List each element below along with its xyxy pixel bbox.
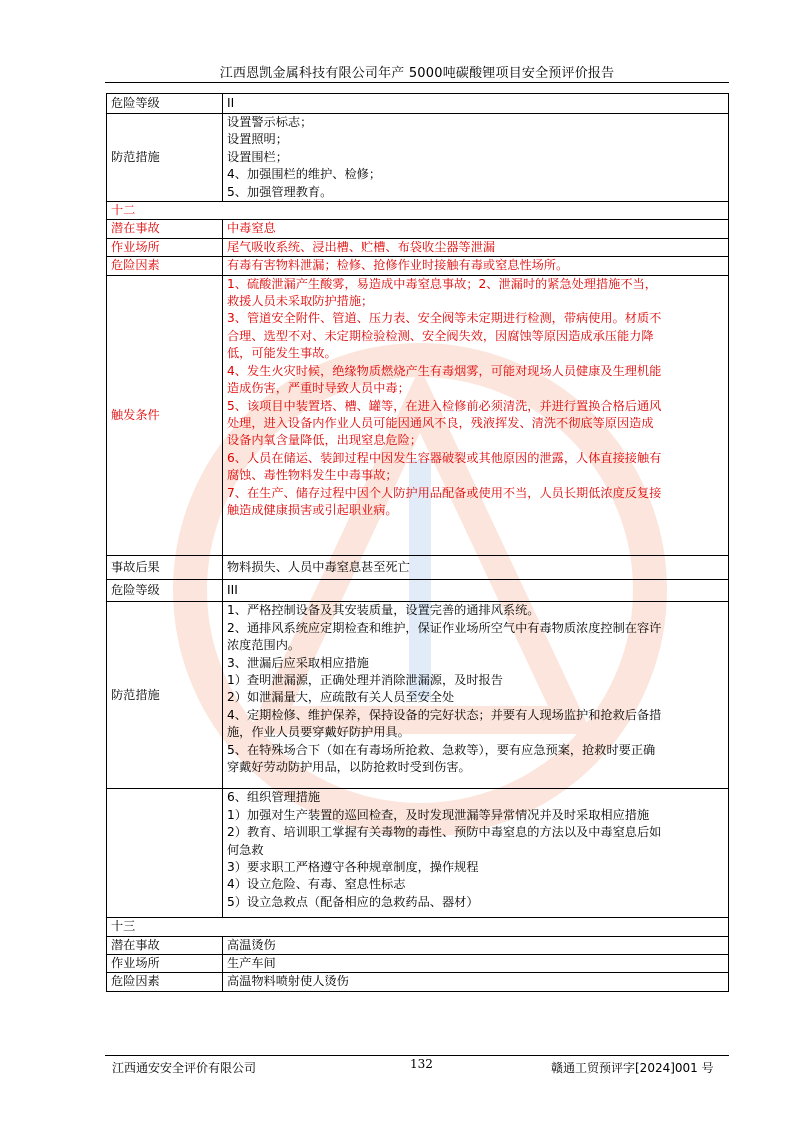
risk-row: [107, 275, 729, 556]
content-line: 6、组织管理措施: [227, 790, 321, 805]
footer-company: 江西通安安全评价有限公司: [112, 1061, 257, 1075]
content-line: 设备内氧含量降低，出现窒息危险；: [227, 433, 422, 448]
content-line: III: [227, 583, 238, 598]
row-content: [223, 973, 729, 991]
content-line: 尾气吸收系统、浸出槽、贮槽、布袋收尘器等泄漏: [227, 239, 496, 254]
risk-row: [107, 973, 729, 991]
row-content: [223, 114, 729, 202]
risk-row: [107, 94, 729, 114]
content-line: 5、该项目中装置塔、槽、罐等，在进入检修前必须清洗，并进行置换合格后通风: [227, 398, 662, 413]
row-label: 作业场所: [107, 238, 223, 256]
row-label: 危险因素: [107, 973, 223, 991]
risk-row: [107, 602, 729, 789]
content-line: 6、人员在储运、装卸过程中因发生容器破裂或其他原因的泄露，人体直接接触有: [227, 450, 662, 465]
content-line: 1、硫酸泄漏产生酸雾，易造成中毒窒息事故；2、泄漏时的紧急处理措施不当，: [227, 276, 657, 291]
content-line: 浓度范围内。: [227, 638, 301, 653]
row-label: 潜在事故: [107, 220, 223, 238]
content-line: 高温物料喷射使人烫伤: [227, 974, 349, 989]
content-line: 设置围栏；: [227, 149, 288, 164]
content-line: 2）如泄漏量大，应疏散有关人员至安全处: [227, 690, 455, 705]
content-line: 设置照明；: [227, 132, 288, 147]
row-content: [223, 556, 729, 580]
content-line: 高温烫伤: [227, 937, 276, 952]
risk-row: [107, 114, 729, 202]
content-line: 合理、选型不对、未定期检验检测、安全阀失效，因腐蚀等原因造成承压能力降: [227, 328, 654, 343]
risk-row: [107, 936, 729, 954]
row-content: [223, 602, 729, 789]
content-line: 4、发生火灾时候，绝缘物质燃烧产生有毒烟雾，可能对现场人员健康及生理机能: [227, 363, 662, 378]
footer-doc-number: 赣通工贸预评字[2024]001 号: [551, 1061, 714, 1075]
content-line: 7、在生产、储存过程中因个人防护用品配备或使用不当，人员长期低浓度反复接: [227, 485, 662, 500]
risk-table: [106, 93, 729, 992]
header-rule: [105, 82, 729, 83]
content-line: 造成伤害，严重时导致人员中毒；: [227, 381, 410, 396]
page-number: 132: [410, 1057, 433, 1071]
content-line: 救援人员未采取防护措施；: [227, 294, 374, 309]
content-line: 5、在特殊场合下（如在有毒场所抢救、急救等），要有应急预案，抢救时要正确: [227, 742, 656, 757]
content-line: 1、严格控制设备及其安装质量，设置完善的通排风系统。: [227, 603, 540, 618]
content-line: 低，可能发生事故。: [227, 346, 337, 361]
section-title: 十三: [107, 918, 729, 936]
content-line: 1）加强对生产装置的巡回检查，及时发现泄漏等异常情况并及时采取相应措施: [227, 807, 650, 822]
content-line: 中毒窒息: [227, 221, 276, 236]
row-label: 触发条件: [107, 275, 223, 556]
row-content: [223, 275, 729, 556]
content-line: 生产车间: [227, 956, 276, 971]
row-content: [223, 580, 729, 602]
content-line: 2、通排风系统应定期检查和维护，保证作业场所空气中有毒物质浓度控制在容许: [227, 620, 662, 635]
content-line: 处理，进入设备内作业人员可能因通风不良，残液挥发、清洗不彻底等原因造成: [227, 415, 654, 430]
row-content: [223, 789, 729, 918]
content-line: 穿戴好劳动防护用品，以防抢救时受到伤害。: [227, 760, 471, 774]
risk-row: [107, 238, 729, 256]
row-content: [223, 238, 729, 256]
row-label: 潜在事故: [107, 936, 223, 954]
content-line: 3、管道安全附件、管道、压力表、安全阀等未定期进行检测，带病使用。材质不: [227, 311, 662, 326]
content-line: II: [227, 95, 235, 110]
content-line: 5、加强管理教育。: [227, 184, 333, 199]
content-line: 有毒有害物料泄漏；检修、抢修作业时接触有毒或窒息性场所。: [227, 258, 569, 273]
section-heading-12: [107, 202, 729, 220]
section-title: 十二: [107, 202, 729, 220]
risk-row: [107, 955, 729, 973]
content-line: 何急救: [227, 842, 264, 857]
content-line: 3、泄漏后应采取相应措施: [227, 655, 369, 670]
row-content: [223, 257, 729, 275]
risk-row: [107, 220, 729, 238]
content-line: 4、定期检修、维护保养，保持设备的完好状态；并要有人现场监护和抢救后备措: [227, 707, 662, 722]
row-content: [223, 220, 729, 238]
content-line: 腐蚀、毒性物料发生中毒事故；: [227, 468, 398, 483]
content-line: 4、加强围栏的维护、检修；: [227, 167, 382, 182]
footer-rule: [105, 1055, 729, 1056]
content-line: 3）要求职工严格遵守各种规章制度，操作规程: [227, 860, 479, 875]
content-line: 设置警示标志；: [227, 115, 313, 129]
risk-row: [107, 580, 729, 602]
section-heading-13: [107, 918, 729, 936]
content-line: 施，作业人员要穿戴好防护用具。: [227, 725, 410, 740]
row-label: [107, 789, 223, 918]
content-line: 物料损失、人员中毒窒息甚至死亡: [227, 560, 410, 575]
row-label: 危险因素: [107, 257, 223, 275]
row-label: 危险等级: [107, 94, 223, 114]
row-content: [223, 955, 729, 973]
content-line: 1）查明泄漏源，正确处理并消除泄漏源，及时报告: [227, 672, 503, 687]
content-line: 4）设立危险、有毒、窒息性标志: [227, 877, 406, 892]
page-header-title: 江西恩凯金属科技有限公司年产 5000吨碳酸锂项目安全预评价报告: [219, 66, 615, 81]
risk-row: [107, 257, 729, 275]
content-line: 5）设立急救点（配备相应的急救药品、器材）: [227, 894, 479, 909]
content-line: 2）教育、培训职工掌握有关毒物的毒性、预防中毒窒息的方法以及中毒窒息后如: [227, 825, 662, 840]
row-content: [223, 936, 729, 954]
risk-row: [107, 789, 729, 918]
row-label: 事故后果: [107, 556, 223, 580]
row-label: 防范措施: [107, 114, 223, 202]
content-line: 触造成健康损害或引起职业病。: [227, 502, 398, 517]
risk-row: [107, 556, 729, 580]
row-label: 危险等级: [107, 580, 223, 602]
row-label: 作业场所: [107, 955, 223, 973]
row-label: 防范措施: [107, 602, 223, 789]
row-content: [223, 94, 729, 114]
